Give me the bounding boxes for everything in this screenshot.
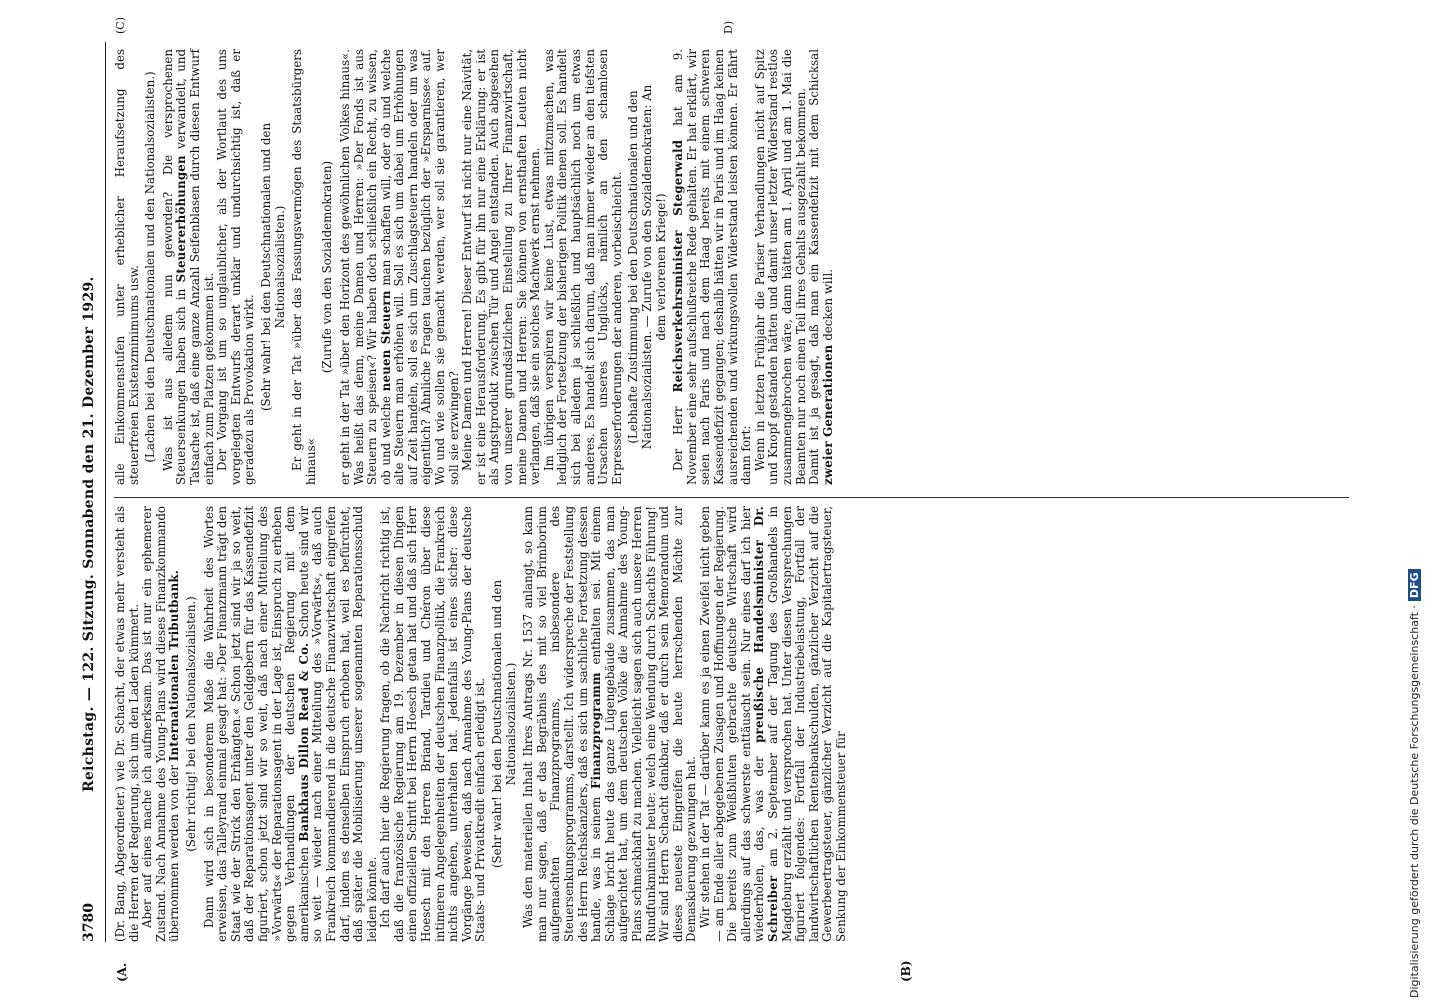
interjection: (Lachen bei den Deutschnationalen und den Nationalsozialisten.) bbox=[143, 71, 158, 463]
margin-mark-c: (C) bbox=[114, 17, 127, 34]
paragraph: Der Vorgang ist um so unglaublicher, als der Wortlaut des uns vorgelegten Entwurfs derart unklar und undurchsichtig ist, daß er geradezu als Provokation wirkt. bbox=[215, 49, 257, 485]
margin-mark-a: (A. bbox=[115, 962, 129, 982]
text-run: Was den materiellen Inhalt Ihres Antrags Nr. 1537 anlangt, so kann man nur sagen, daß er das Begräbnis des mit so viel Brimborium aufgemachten Finanzprogramms, insbesondere des Steuersenkungsprogramms, darstellt. Ich widerspreche der Feststellung des Herrn Reichskanzlers, daß es sich um sachliche Fortsetzung dessen handle, was in seinem bbox=[521, 506, 604, 942]
interjection: (Sehr wahr! bei den Deutschnationalen und den Nationalsozialisten.) bbox=[258, 122, 287, 412]
header-rule bbox=[105, 42, 106, 942]
paragraph bbox=[203, 506, 380, 942]
paragraph bbox=[672, 49, 754, 485]
interjection: (Sehr wahr! bei den Deutschnationalen und den Nationalsozialisten.) bbox=[490, 579, 518, 869]
paragraph: Er geht in der Tat »über das Fassungsvermögen des Staatsbürgers hinaus« bbox=[290, 49, 318, 485]
page-header-title: Reichstag. — 122. Sitzung. Sonnabend den 21. Dezember 1929. bbox=[81, 276, 97, 792]
column-divider bbox=[114, 497, 1349, 498]
bold-term: Bankhaus Dillon Read & Co. bbox=[296, 642, 311, 842]
bold-term: Finanzprogramm bbox=[589, 672, 604, 789]
page-number: 3780 bbox=[81, 903, 97, 942]
interjection: (Lebhafte Zustimmung bei den Deutschnationalen und den Nationalsozialisten. — Zurufe von den Sozialdemokraten: An dem verlorenen Kriege!) bbox=[626, 84, 668, 450]
margin-mark-b: (B) bbox=[899, 960, 913, 982]
text-run: decken will. bbox=[820, 269, 835, 341]
dfg-logo: DFG bbox=[1408, 569, 1421, 601]
bold-term: zweier Generationen bbox=[820, 344, 835, 485]
text-run: man schaffen will, oder ob und welche alte Steuern man erhöhen will. Soll es sich um dabei um Erhöhungen auf Zeit handeln, soll es sich um Zuschlagsteuern handeln oder um was eigentlich? Ähnliche Fragen tauchen bezüglich der »Ersparnisse« auf. Wo und wie sollen sie gemacht werden, wer soll sie garantieren, wer soll sie erzwingen? bbox=[378, 49, 461, 485]
text-run: hat am 9. November eine sehr aufschlußreiche Rede gehalten. Er hat erklärt, wir seien nach Paris und nach dem Haag bereits mit einem schweren Kassendefizit gegangen; deshalb hätten wir in Paris und im Haag keinen ausreichenden und wirkungsvollen Widerstand leisten können. Er fährt dann fort: bbox=[671, 49, 754, 485]
bold-term: neuen Steuern bbox=[378, 290, 393, 392]
bold-term: Reichsverkehrsminister Stegerwald bbox=[671, 139, 686, 393]
paragraph: Ich darf auch hier die Regierung fragen, ob die Nachricht richtig ist, daß die französische Regierung am 19. Dezember in diesen Dingen einen offiziellen Schritt bei Herrn Hoesch getan hat und daß sich Herr Hoesch mit den Herren Briand, Tardieu und Chéron über diese intimeren Angelegenheiten der deutschen Finanzpolitik, die Frankreich nichts angehen, unterhalten hat. Jedenfalls ist eines sicher: diese Vorgänge beweisen, daß nach Annahme des Young-Plans der deutsche Staats- und Privatkredit einfach erledigt ist. bbox=[378, 506, 488, 942]
paragraph bbox=[699, 506, 849, 942]
text-run: er geht in der Tat »über den Horizont des gewöhnlichen Volkes hinaus«. Was heißt das denn, meine Damen und Herren: »Der Fonds ist aus Steuern zu speisen«? Wir haben doch schließlich ein Recht, zu wissen, ob und welche bbox=[337, 49, 393, 485]
right-column bbox=[114, 49, 835, 485]
block-quote: Wenn in letzten Frühjahr die Pariser Verhandlungen nicht auf Spitz und Knopf gestanden hätten und damit unser letzter Widerstand restlos zusammengebrochen wäre, dann hätten am 1. April und am 1. Mai die Beamten nur noch einen Teil ihres Gehalts ausgezahlt bekommen. bbox=[752, 49, 808, 485]
interjection: (Zurufe von den Sozialdemokraten) bbox=[320, 160, 335, 374]
text-run: enthalten sei. Mit einem Schlage bricht heute das ganze Lügengebäude zusammen, das man aufgerichtet hat, um dem deutschen Volke die Annahme des Young-Plans schmackhaft zu machen. Vielleicht sagen sich auch unsere Herren Rundfunkminister heute: welch eine Wendung durch Schachts Führung! Wir sind Herrn Schacht dankbar, daß er durch sein Memorandum und dieses neueste Eingreifen die heute herrschenden Mächte zur Demaskierung gezwungen hat. bbox=[589, 505, 699, 942]
paragraph: (Dr. Bang, Abgeordneter.) wie Dr. Schacht, der etwas mehr versteht als die Herren der Regierung, sich um den Laden kümmert. bbox=[113, 506, 141, 942]
text-run: verwandelt, und Tatsache ist, daß eine ganze Anzahl Seifenblasen durch diesen Entwurf einfach zum Platzen gekommen ist. bbox=[174, 48, 216, 485]
margin-mark-d: D) bbox=[722, 20, 735, 34]
digitization-note bbox=[1408, 0, 1426, 998]
paragraph bbox=[808, 49, 835, 485]
bold-term: Internationalen Tributbank. bbox=[167, 569, 182, 762]
text-run: Damit ist ja gesagt, daß man ein Kassendefizit mit dem Schicksal bbox=[807, 49, 822, 485]
bold-term: preußische Handelsminister Dr. Schreiber bbox=[752, 506, 780, 942]
paragraph bbox=[141, 506, 182, 942]
paragraph: Im übrigen verspüren wir keine Lust, etwas mitzumachen, was lediglich der Fortsetzung der bisherigen Politik dienen soll. Es handelt sich bei alledem ja schließlich und hauptsächlich noch um etwas anderes. Es handelt sich darum, daß man immer wieder an den tiefsten Ursachen unseres Unglücks, nämlich an den schamlosen Erpresserforderungen der anderen, vorbeischleicht. bbox=[541, 49, 624, 485]
text-run: Was ist aus alledem nun geworden? Die versprochenen Steuersenkungen haben sich in bbox=[160, 49, 189, 485]
text-run: Der Herr bbox=[671, 406, 686, 471]
text-run: am 2. September auf der Tagung des Großhandels in Magdeburg erzählt und versprochen hat. Unter diesen Versprechungen figuriert folgendes: Fortfall der Industriebelastung, Fortfall der landwirtschaftlichen Rentenbankschulden, gänzlicher Verzicht auf die Gewerbeertragsteuer, gänzlicher Verzicht auf die Kapitalertragsteuer, Senkung der Einkommensteuer für bbox=[765, 506, 848, 942]
text-run: Dann wird sich in besonderem Maße die Wahrheit des Wortes erweisen, das Talleyrand einmal gesagt hat: »Der Finanzmann trägt den Staat wie der Strick den Erhängten.« Schon jetzt sind wir ja so weit, daß der Reparationsagent unter den Geldgebern für das Kassendefizit figuriert, schon jetzt sind wir so weit, daß nach einer Mitteilung des »Vorwärts« der Reparationsagent in der Lage ist, Einspruch zu erheben gegen Verhandlungen der deutschen Regierung mit dem amerikanischen bbox=[201, 506, 311, 942]
paragraph bbox=[522, 506, 699, 942]
paragraph: Meine Damen und Herren! Dieser Entwurf ist nicht nur eine Naivität, er ist eine Herausforderung. Es gibt für ihn nur eine Erklärung: er ist als Angstprodukt zwischen Tür und Angel entstanden. Auch abgesehen von unserer grundsätzlichen Einstellung zu Ihrer Finanzwirtschaft, meine Damen und Herren: Sie können von ernsthaften Leuten nicht verlangen, daß sie ein solches Machwerk ernst nehmen. bbox=[460, 49, 543, 485]
left-column bbox=[114, 506, 848, 942]
interjection: (Sehr richtig! bei den Nationalsozialisten.) bbox=[183, 596, 198, 852]
rotated-document-page bbox=[80, 17, 1390, 982]
text-run: Wir stehen in der Tat — darüber kann es ja einen Zweifel nicht geben — am Ende aller abgegebenen Zusagen und Hoffnungen der Regierung. Die bereits zum Weißbluten gebrachte deutsche Wirtschaft wird allerdings auf das schwerste enttäuscht sein. Nur eines darf ich hier wiederholen, das, was der bbox=[697, 506, 767, 942]
paragraph: alle Einkommenstufen unter erheblicher Heraufsetzung des steuerfreien Existenzminimums usw. bbox=[113, 49, 141, 485]
paragraph bbox=[162, 49, 216, 485]
bold-term: Steuererhöhungen bbox=[174, 155, 189, 283]
digitization-note-text: Digitalisierung gefördert durch die Deutsche Forschungsgemeinschaft · bbox=[1408, 605, 1421, 998]
running-head bbox=[80, 22, 104, 952]
text-run: Aber auf eines mache ich aufmerksam. Das ist nur ein ephemerer Zustand. Nach Annahme des Young-Plans wird dieses Finanzkommando übernommen werden von der bbox=[140, 506, 182, 942]
paragraph bbox=[339, 49, 461, 485]
text-run: Schon heute sind wir so weit — wieder nach einer Mitteilung des »Vorwärts«, daß auch Frankreich kommandierend in die deutsche Finanzwirtschaft eingreifen darf, indem es denselben Einspruch erhoben hat, weil es befürchtet, daß später die Mobilisierung unserer sogenannten Reparationsschuld leiden könnte. bbox=[296, 505, 379, 942]
